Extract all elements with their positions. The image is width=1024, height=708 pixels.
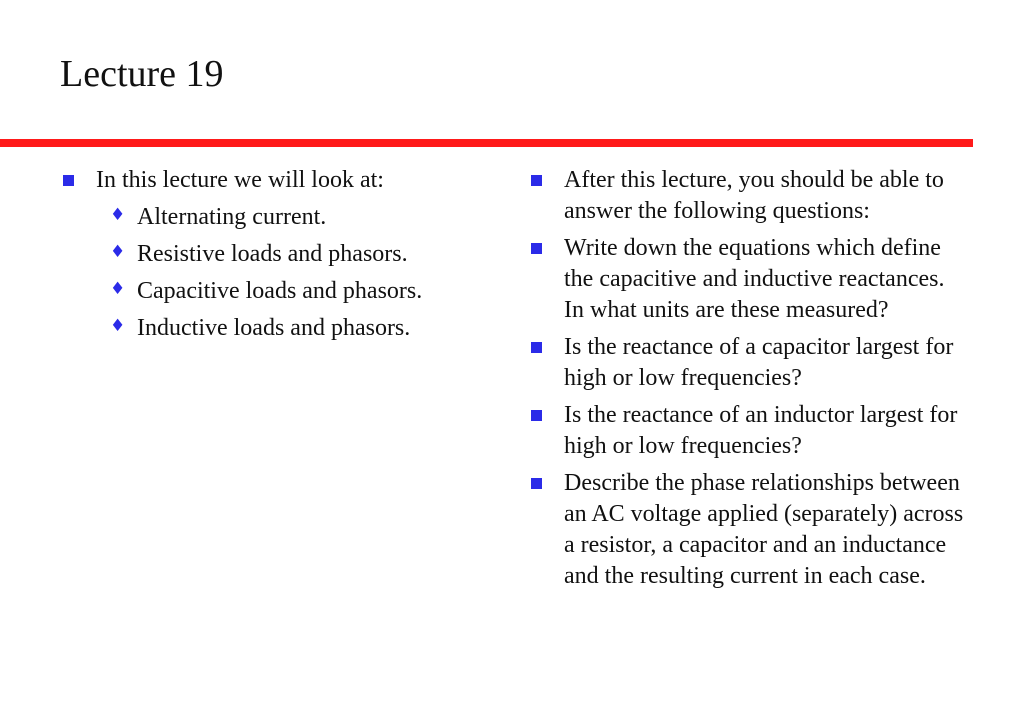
list-item-intro — [60, 165, 480, 344]
list-item — [528, 400, 968, 462]
square-bullet-icon — [531, 410, 542, 421]
left-column — [60, 165, 480, 350]
list-item — [528, 233, 968, 326]
list-item — [528, 332, 968, 394]
list-item-text: Write down the equations which define the capacitive and inductive reactances. In what units are these measured? — [564, 235, 945, 323]
list-item-text: Describe the phase relationships between an AC voltage applied (separately) across a resistor, a capacitor and an inductance and the resulting current in each case. — [564, 470, 964, 589]
list-item — [528, 165, 968, 227]
topic-item — [96, 276, 480, 307]
right-bullet-list — [528, 165, 968, 592]
diamond-bullet-icon: ♦ — [110, 242, 126, 262]
topic-sub-list — [96, 202, 480, 344]
topic-text: Alternating current. — [137, 204, 327, 230]
title-divider-rule — [0, 139, 973, 147]
square-bullet-icon — [531, 175, 542, 186]
topic-text: Inductive loads and phasors. — [137, 315, 411, 341]
diamond-bullet-icon: ♦ — [110, 279, 126, 299]
topic-item — [96, 313, 480, 344]
square-bullet-icon — [531, 243, 542, 254]
topic-text: Resistive loads and phasors. — [137, 241, 408, 267]
list-item-text: Is the reactance of a capacitor largest for high or low frequencies? — [564, 334, 954, 391]
slide-title: Lecture 19 — [60, 53, 224, 95]
square-bullet-icon — [63, 175, 74, 186]
diamond-bullet-icon: ♦ — [110, 316, 126, 336]
square-bullet-icon — [531, 342, 542, 353]
diamond-bullet-icon: ♦ — [110, 205, 126, 225]
list-item — [528, 468, 968, 592]
list-item-text: Is the reactance of an inductor largest for high or low frequencies? — [564, 402, 958, 459]
topic-text: Capacitive loads and phasors. — [137, 278, 423, 304]
topic-item — [96, 202, 480, 233]
topic-item — [96, 239, 480, 270]
intro-text: In this lecture we will look at: — [96, 167, 384, 193]
list-item-text: After this lecture, you should be able to answer the following questions: — [564, 167, 944, 224]
right-column — [528, 165, 968, 598]
left-bullet-list — [60, 165, 480, 344]
square-bullet-icon — [531, 478, 542, 489]
